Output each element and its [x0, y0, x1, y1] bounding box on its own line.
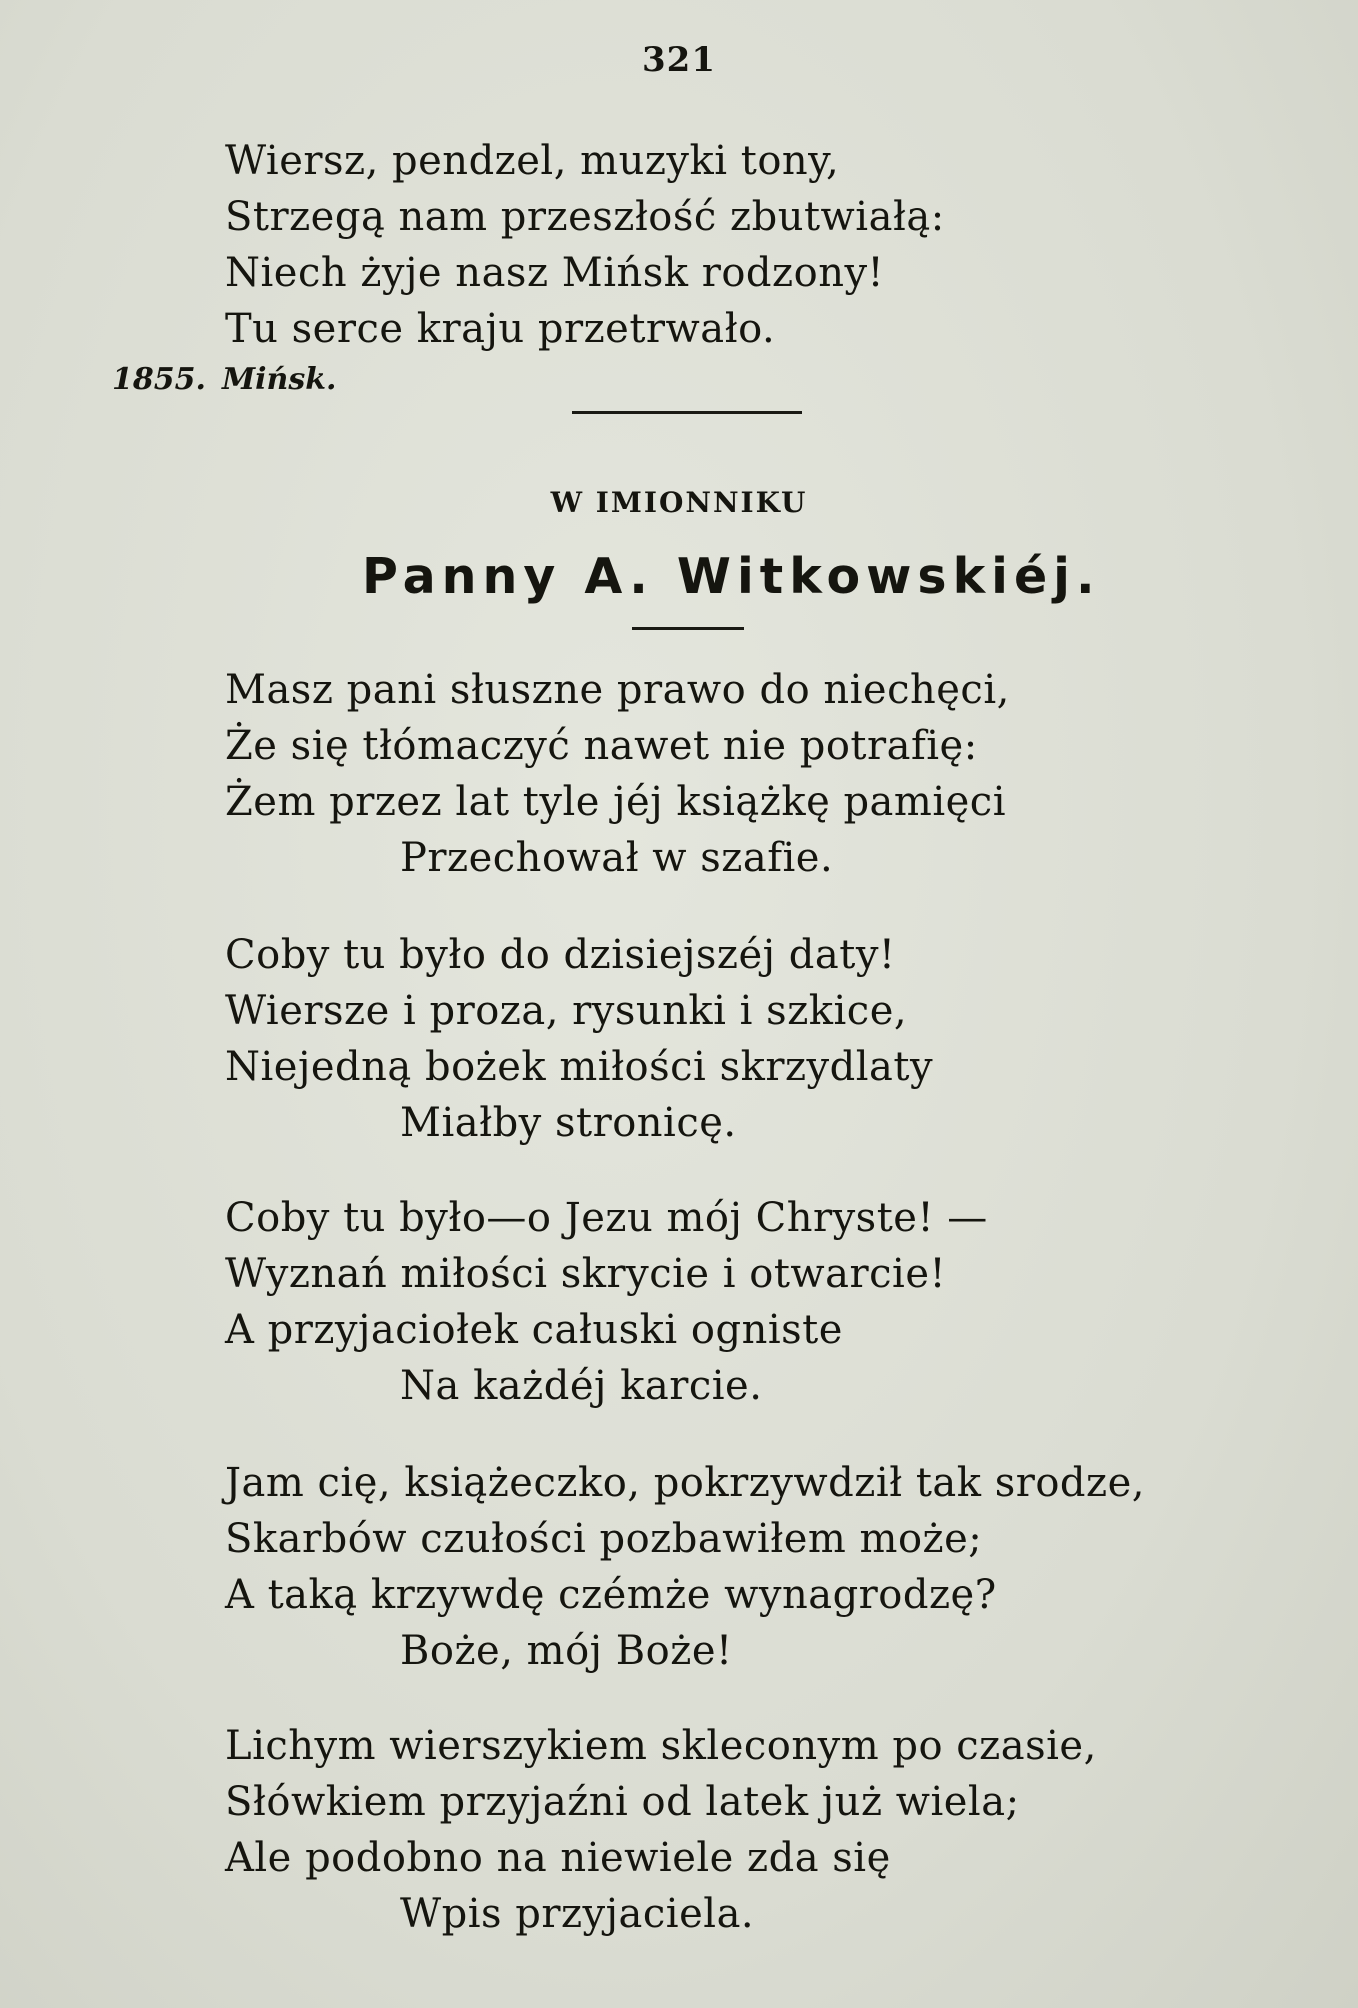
verse-line: A przyjaciołek całuski ogniste	[225, 1307, 843, 1353]
stanza-3	[225, 1190, 1305, 1414]
verse-line: Boże, mój Boże!	[400, 1628, 733, 1674]
verse-line: Lichym wierszykiem skleconym po czasie,	[225, 1723, 1097, 1769]
previous-poem-ending	[225, 133, 1305, 357]
title-divider	[632, 627, 744, 630]
section-divider	[572, 411, 802, 414]
verse-line: Że się tłómaczyć nawet nie potrafię:	[225, 723, 978, 769]
verse-line: Żem przez lat tyle jéj książkę pamięci	[225, 779, 1006, 825]
stanza-4	[225, 1455, 1305, 1679]
verse-line: Skarbów czułości pozbawiłem może;	[225, 1516, 983, 1562]
poem-heading-small: W IMIONNIKU	[550, 486, 808, 519]
verse-line: Wiersze i proza, rysunki i szkice,	[225, 988, 908, 1034]
verse-line: Ale podobno na niewiele zda się	[225, 1835, 891, 1881]
page-number: 321	[642, 40, 716, 80]
verse-line: Masz pani słuszne prawo do niechęci,	[225, 667, 1010, 713]
verse-line: Niech żyje nasz Mińsk rodzony!	[225, 250, 885, 296]
poem-heading-title: Panny A. Witkowskiéj.	[362, 548, 1101, 605]
poem-place: Mińsk.	[221, 362, 337, 397]
stanza-5	[225, 1718, 1305, 1942]
verse-line: Strzegą nam przeszłość zbutwiałą:	[225, 194, 945, 240]
verse-line: Przechował w szafie.	[400, 835, 834, 881]
stanza-1	[225, 662, 1305, 886]
verse-line: Jam cię, książeczko, pokrzywdził tak srodze,	[225, 1460, 1145, 1506]
poem-date: 1855.	[112, 362, 206, 397]
verse-line: A taką krzywdę czémże wynagrodzę?	[225, 1572, 997, 1618]
verse-line: Coby tu było do dzisiejszéj daty!	[225, 932, 896, 978]
verse-line: Wiersz, pendzel, muzyki tony,	[225, 138, 840, 184]
verse-line: Na każdéj karcie.	[400, 1363, 763, 1409]
verse-line: Wyznań miłości skrycie i otwarcie!	[225, 1251, 947, 1297]
stanza-2	[225, 927, 1305, 1151]
verse-line: Coby tu było—o Jezu mój Chryste! —	[225, 1195, 988, 1241]
verse-line: Tu serce kraju przetrwało.	[225, 306, 776, 352]
poem-dateline	[112, 362, 337, 397]
verse-line: Miałby stronicę.	[400, 1100, 737, 1146]
verse-line: Wpis przyjaciela.	[400, 1891, 755, 1937]
verse-line: Niejedną bożek miłości skrzydlaty	[225, 1044, 934, 1090]
verse-line: Słówkiem przyjaźni od latek już wiela;	[225, 1779, 1020, 1825]
